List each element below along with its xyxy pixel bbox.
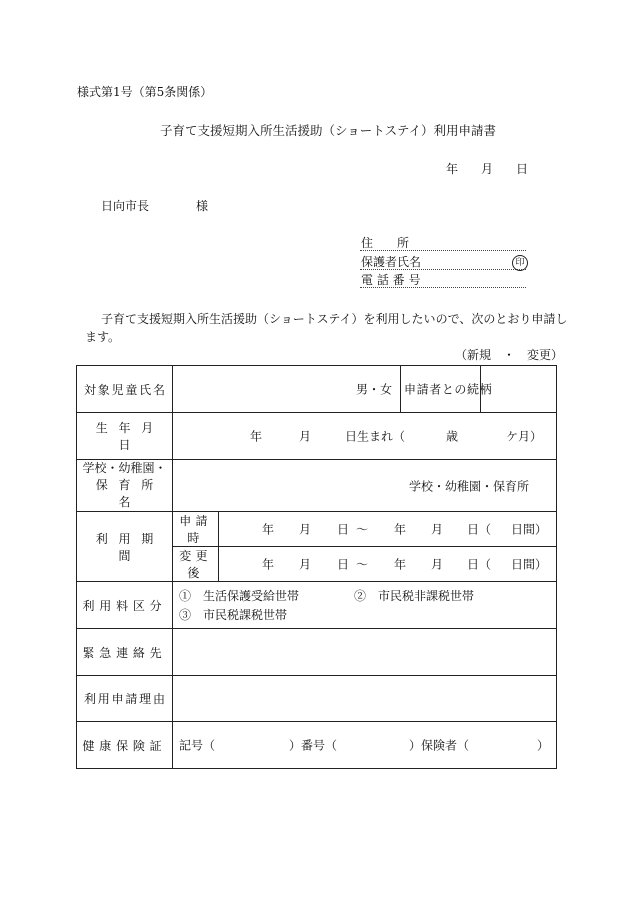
apply-start-year: 年 [262, 522, 275, 537]
apply-end-day: 日（ [467, 522, 492, 537]
phone-line[interactable] [360, 287, 526, 288]
insurance-symbol: 記号（ [179, 738, 216, 753]
apply-days: 日間） [511, 522, 548, 537]
birth-day: 日生まれ（ [345, 429, 406, 444]
row-health-insurance [77, 722, 557, 769]
school-suffix: 学校・幼稚園・保育所 [409, 479, 530, 493]
fee-option-1[interactable]: ① 生活保護受給世帯 [179, 589, 300, 603]
row-school [77, 460, 557, 512]
birth-date-label: 生年月日 [77, 413, 173, 460]
date-year: 年 [446, 162, 459, 176]
sex-options: 男・女 [356, 382, 393, 397]
phone-label: 電 話 番 号 [361, 273, 421, 287]
apply-end-month: 月 [431, 522, 444, 537]
fee-option-2[interactable]: ② 市民税非課税世帯 [354, 589, 475, 603]
apply-tilde: ～ [356, 522, 369, 537]
guardian-name-label: 保護者氏名 [361, 255, 422, 269]
form-number: 様式第1号（第5条関係） [77, 85, 213, 99]
reason-label: 利用申請理由 [77, 676, 173, 722]
seal-mark: 印 [512, 255, 528, 271]
change-start-day: 日 [337, 557, 350, 572]
date-day: 日 [516, 162, 529, 176]
period-label: 利用期間 [77, 512, 173, 582]
insurance-insurer: ）保険者（ [409, 738, 470, 753]
addressee-name: 日向市長 [101, 199, 150, 213]
change-end-year: 年 [394, 557, 407, 572]
emergency-contact-field[interactable] [173, 629, 557, 676]
guardian-name-line[interactable] [360, 269, 526, 270]
row-emergency-contact [77, 629, 557, 676]
relation-label-cell [401, 366, 493, 413]
intro-line-2: ます。 [85, 330, 121, 344]
change-time-label: 変更後 [173, 547, 219, 582]
health-insurance-field[interactable] [173, 722, 557, 769]
change-period-field[interactable] [219, 547, 557, 582]
change-start-year: 年 [262, 557, 275, 572]
row-child-name [77, 366, 557, 413]
application-form-table [76, 365, 557, 769]
apply-start-month: 月 [299, 522, 312, 537]
child-name-field[interactable] [173, 366, 401, 413]
school-field[interactable] [173, 460, 557, 512]
fee-option-3[interactable]: ③ 市民税課税世帯 [179, 608, 288, 622]
intro-line-1: 子育て支援短期入所生活援助（ショートステイ）を利用したいので、次のとおり申請し [101, 312, 568, 326]
addressee-honorific: 様 [196, 199, 209, 213]
row-birth-date [77, 413, 557, 460]
change-tilde: ～ [356, 557, 369, 572]
fee-category-field[interactable] [173, 582, 557, 629]
school-label-line-1: 学校・幼稚園・ [82, 461, 167, 475]
school-label-line-2: 保育所名 [95, 478, 165, 509]
insurance-close: ） [537, 738, 550, 753]
reason-field[interactable] [173, 676, 557, 722]
row-period-apply [77, 512, 557, 547]
birth-month: 月 [299, 429, 312, 444]
application-type: （新規 ・ 変更） [455, 348, 564, 362]
emergency-contact-label: 緊急連絡先 [77, 629, 173, 676]
change-days: 日間） [511, 557, 548, 572]
health-insurance-label: 健康保険証 [77, 722, 173, 769]
change-end-month: 月 [431, 557, 444, 572]
child-name-label: 対象児童氏名 [77, 366, 173, 413]
school-label [77, 460, 173, 512]
change-end-day: 日（ [467, 557, 492, 572]
apply-period-field[interactable] [219, 512, 557, 547]
birth-year: 年 [250, 429, 263, 444]
apply-start-day: 日 [337, 522, 350, 537]
age-years: 歳 [446, 429, 459, 444]
date-month: 月 [481, 162, 494, 176]
apply-end-year: 年 [394, 522, 407, 537]
age-months: ケ月） [506, 429, 543, 444]
insurance-number: ）番号（ [289, 738, 338, 753]
row-reason [77, 676, 557, 722]
address-label: 住 所 [361, 236, 410, 250]
change-start-month: 月 [299, 557, 312, 572]
fee-category-label: 利用料区分 [77, 582, 173, 629]
apply-time-label: 申請時 [173, 512, 219, 547]
address-line[interactable] [360, 250, 526, 251]
birth-date-field[interactable] [173, 413, 557, 460]
form-title: 子育て支援短期入所生活援助（ショートステイ）利用申請書 [160, 123, 497, 138]
relation-field[interactable] [481, 366, 557, 413]
relation-label: 申請者との続柄 [404, 382, 493, 397]
row-fee-category [77, 582, 557, 629]
